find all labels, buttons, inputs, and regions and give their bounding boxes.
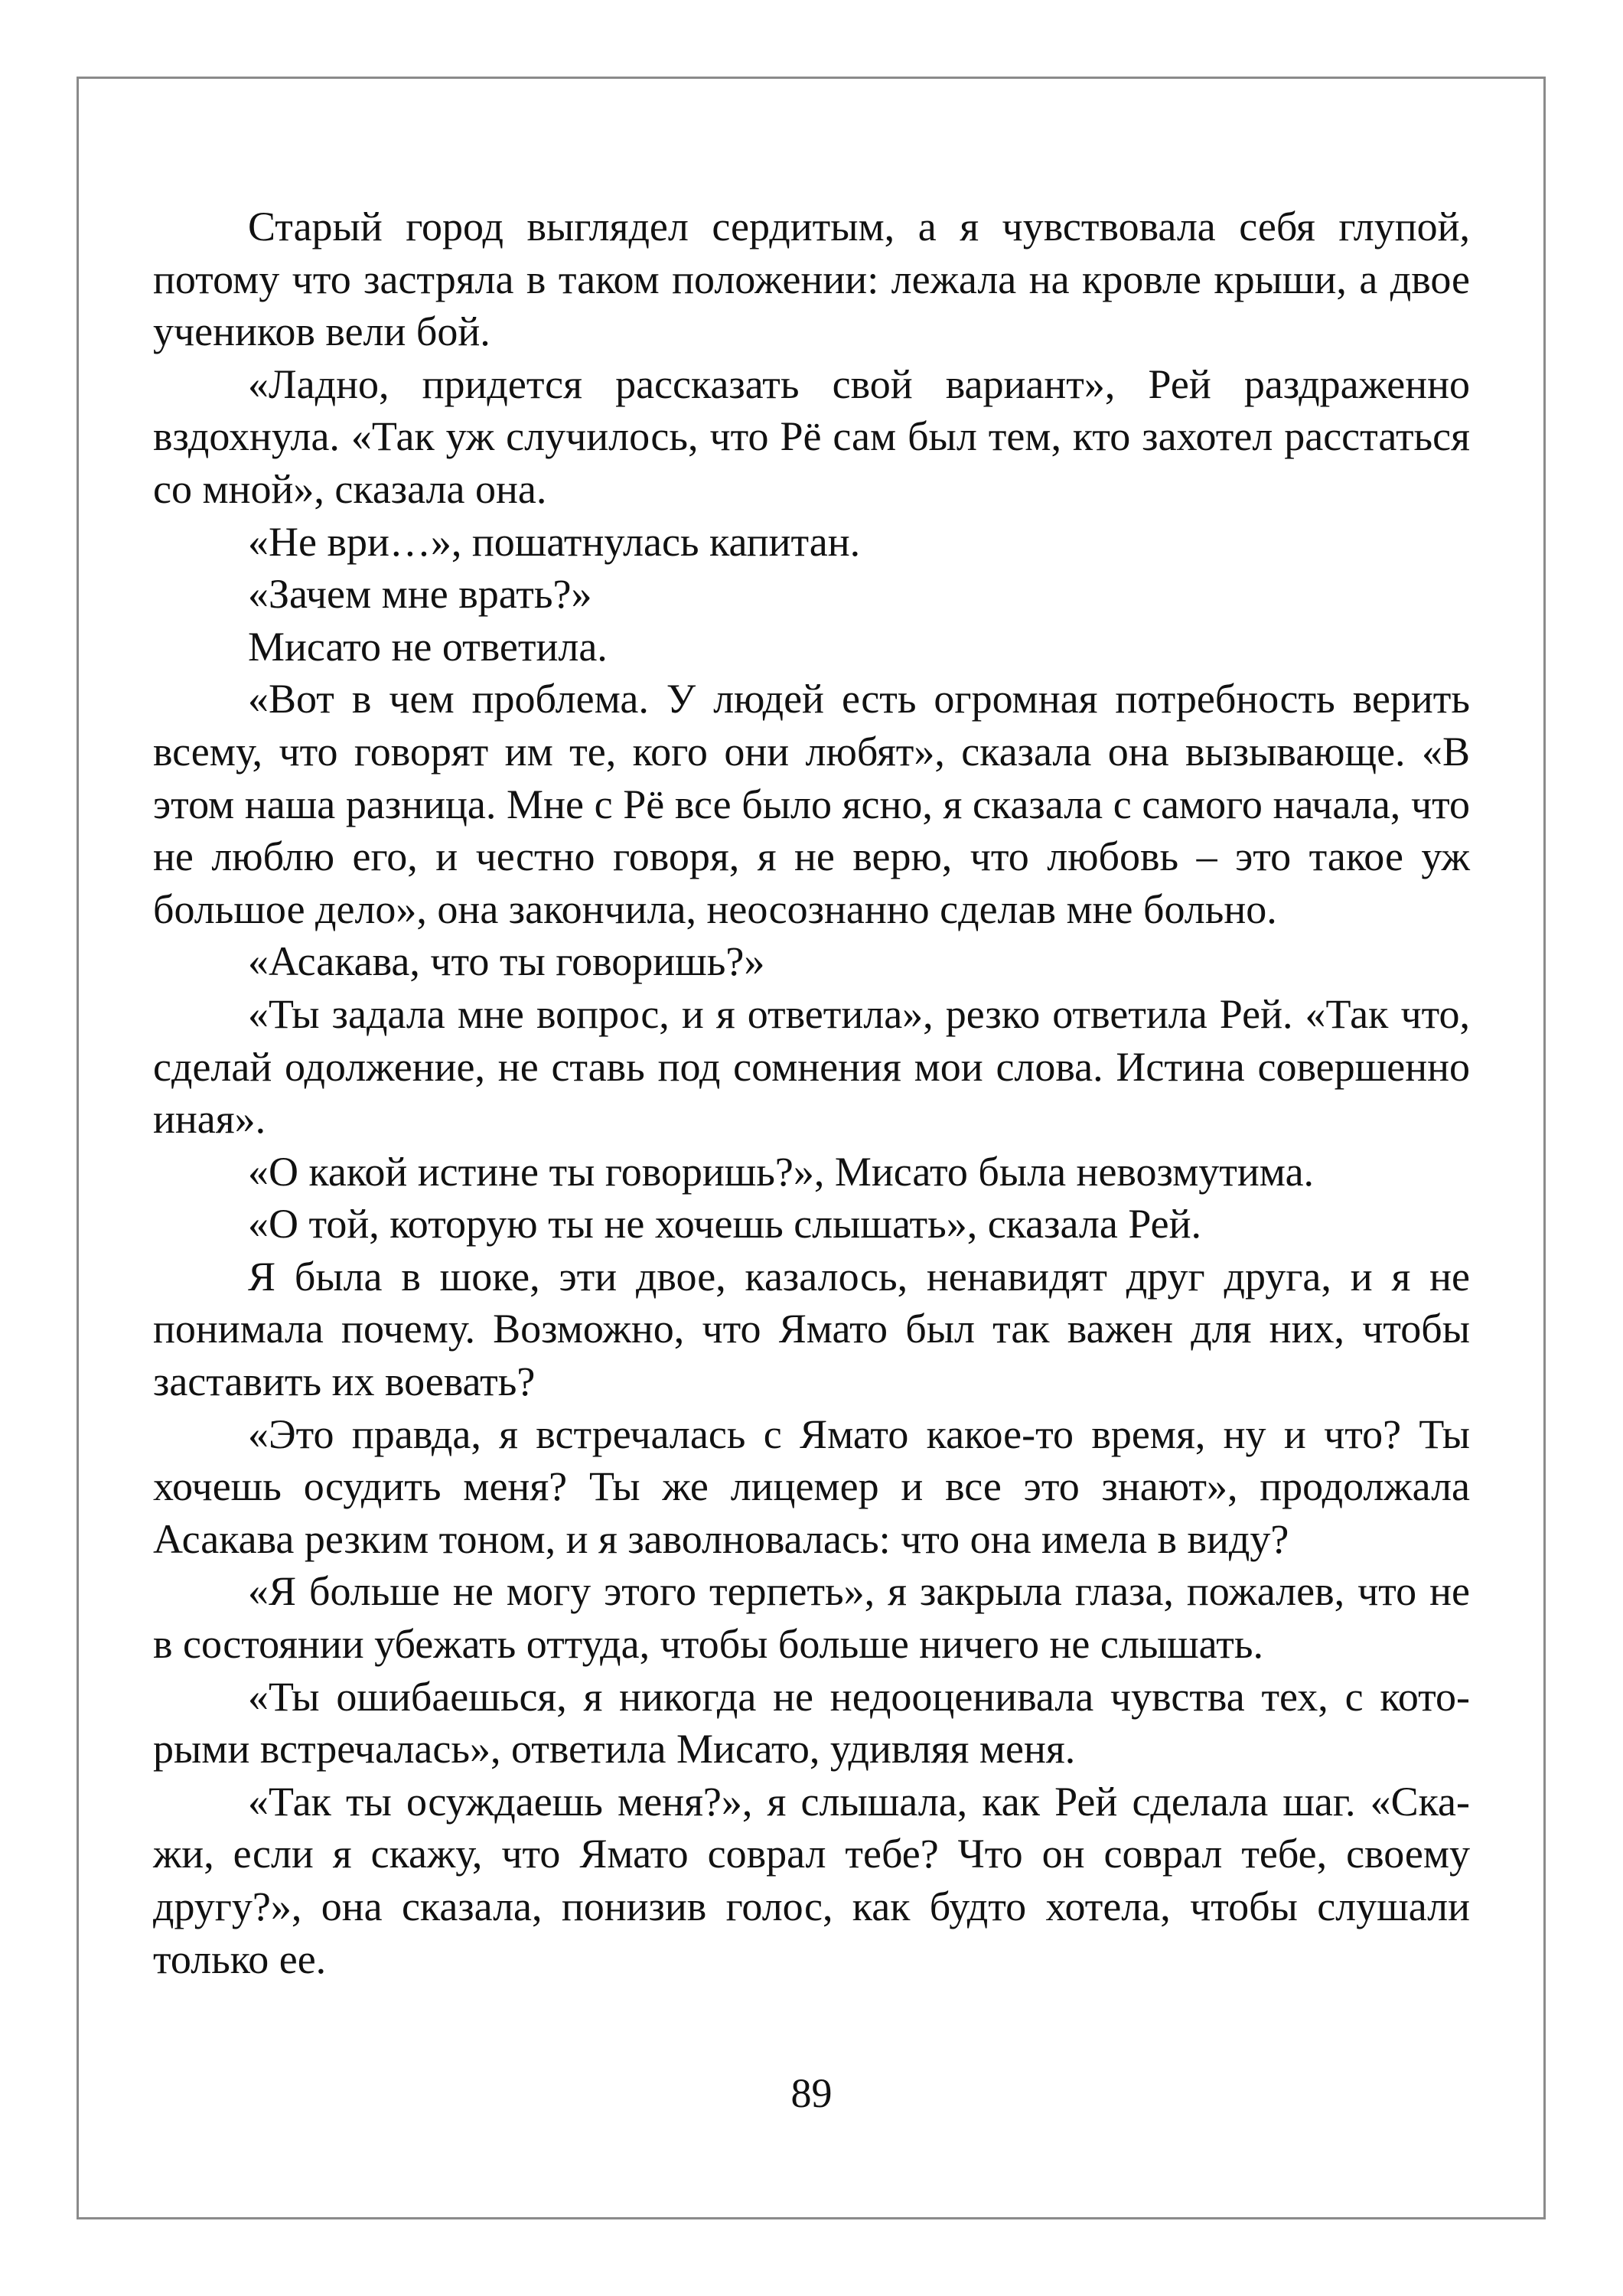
paragraph: «Не ври…», пошатнулась капитан. (248, 518, 861, 565)
paragraph: «Зачем мне врать?» (248, 571, 592, 618)
paragraph: «О какой истине ты говоришь?», Мисато была невозмутима. (248, 1148, 1315, 1195)
paragraph: «Ладно, придется рассказать свой вариант», Рей раздраженно вздохнула. «Так уж случилось, что Рё сам был тем, кто захотел расстаться со мной», сказала она. (153, 360, 1470, 512)
paragraph: «Ты задала мне вопрос, и я ответила», резко ответила Рей. «Так что, сделай одолжение, не ставь под сомнения мои слова. Истина совершенно иная». (153, 990, 1470, 1143)
paragraph: «Это правда, я встречалась с Ямато какое-то время, ну и что? Ты хочешь осудить меня? Ты же лицемер и все это знают», продолжала Асакава резким тоном, и я заволновалась: что она имела в виду? (153, 1411, 1470, 1562)
paragraph: Я была в шоке, эти двое, казалось, ненавидят друг друга, и я не понимала почему. Возможно, что Ямато был так важен для них, чтобы заставить их воевать? (153, 1253, 1470, 1405)
paragraph: «Асакава, что ты говоришь?» (248, 938, 765, 985)
page-number: 89 (790, 2070, 833, 2116)
paragraph: «Ты ошибаешься, я никогда не недооценивала чувства тех, с которыми встречалась», ответила Мисато, удивляя меня. (153, 1673, 1470, 1773)
paragraph: «Вот в чем проблема. У людей есть огромная потребность верить всему, что говорят им те, кого они любят», сказала она вызывающе. «В этом наша разница. Мне с Рё все было ясно, я сказала с самого начала, что не люблю его, и честно говоря, я не верю, что любовь – это такое уж большое дело», она закончила, неосознанно сделав мне больно. (153, 676, 1470, 932)
paragraph: Старый город выглядел сердитым, а я чувствовала себя глупой, потому что застряла в таком положении: лежала на кровле крыши, а двое учеников вели бой. (153, 204, 1470, 355)
paragraph: «О той, которую ты не хочешь слышать», сказала Рей. (248, 1201, 1202, 1247)
body-text (153, 201, 1470, 1985)
paragraph: Мисато не ответила. (248, 623, 608, 670)
paragraph: «Я больше не могу этого терпеть», я закрыла глаза, пожалев, что не в состоянии убежать оттуда, чтобы больше ничего не слышать. (153, 1568, 1470, 1668)
paragraph: «Так ты осуждаешь меня?», я слышала, как Рей сделала шаг. «Скажи, если я скажу, что Ямато соврал тебе? Что он соврал тебе, своему другу?», она сказала, понизив голос, как будто хотела, чтобы слушали только ее. (153, 1778, 1470, 1982)
